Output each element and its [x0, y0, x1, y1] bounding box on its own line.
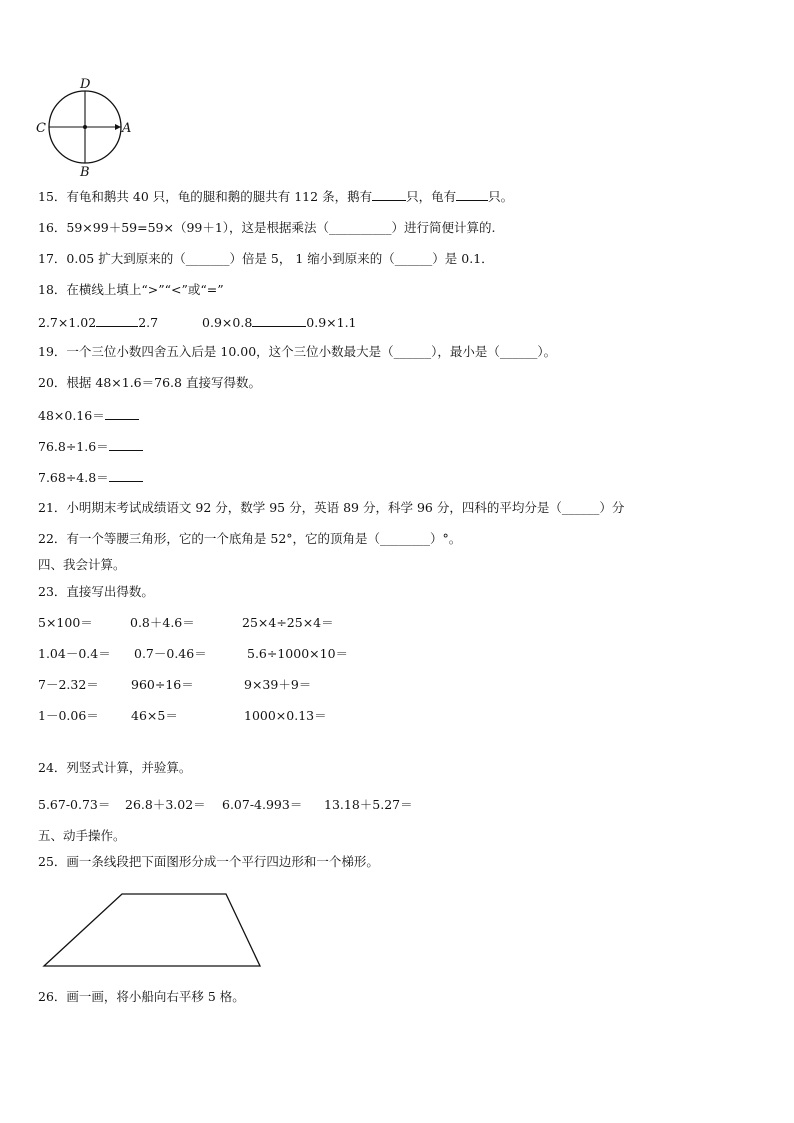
label-c: C [36, 121, 46, 136]
q23-r2-c3: 5.6÷1000×10＝ [247, 646, 349, 661]
q15-text-3: 只。 [488, 189, 514, 204]
q24-item-3: 6.07-4.993＝ [222, 797, 303, 812]
trapezoid-figure [40, 890, 266, 970]
q18-comparisons [38, 314, 357, 331]
q20-item-3 [38, 469, 143, 486]
question-23: 23．直接写出得数。 [38, 584, 154, 599]
question-17: 17．0.05 扩大到原来的（_______）倍是 5， 1 缩小到原来的（______）是 0.1． [38, 251, 494, 266]
q20-item-2-text: 76.8÷1.6＝ [38, 439, 109, 454]
q20-item-3-blank[interactable] [109, 469, 143, 482]
question-20: 20．根据 48×1.6＝76.8 直接写得数。 [38, 375, 261, 390]
question-24: 24．列竖式计算，并验算。 [38, 760, 192, 775]
q23-r3-c2: 960÷16＝ [131, 677, 194, 692]
q20-item-1 [38, 407, 139, 424]
q23-r1-c2: 0.8＋4.6＝ [130, 615, 195, 630]
question-16: 16．59×99＋59=59×（99＋1），这是根据乘法（__________）进行简便计算的. [38, 220, 496, 235]
q18-a-blank[interactable] [96, 314, 138, 327]
q15-text-1: 15．有龟和鹅共 40 只，龟的腿和鹅的腿共有 112 条，鹅有 [38, 189, 373, 204]
center-point [83, 125, 87, 129]
section-4-title: 四、我会计算。 [38, 557, 126, 572]
q24-item-2: 26.8＋3.02＝ [125, 797, 206, 812]
q18-b-blank[interactable] [252, 314, 306, 327]
q24-item-1: 5.67-0.73＝ [38, 797, 111, 812]
q24-item-4: 13.18＋5.27＝ [324, 797, 413, 812]
q20-item-1-text: 48×0.16＝ [38, 408, 105, 423]
q20-item-1-blank[interactable] [105, 407, 139, 420]
q15-blank-geese[interactable] [372, 188, 406, 201]
question-21: 21．小明期末考试成绩语文 92 分，数学 95 分，英语 89 分，科学 96 分，四科的平均分是（______）分 [38, 500, 625, 515]
q18-b-left: 0.9×0.8 [202, 315, 253, 330]
q23-r4-c2: 46×5＝ [131, 708, 178, 723]
section-5-title: 五、动手操作。 [38, 828, 126, 843]
question-15 [38, 188, 513, 205]
label-b: B [80, 165, 90, 180]
q23-r3-c3: 9×39＋9＝ [244, 677, 312, 692]
question-26: 26．画一画，将小船向右平移 5 格。 [38, 989, 245, 1004]
q23-r3-c1: 7－2.32＝ [38, 677, 99, 692]
q20-item-3-text: 7.68÷4.8＝ [38, 470, 109, 485]
q23-r2-c1: 1.04－0.4＝ [38, 646, 111, 661]
q23-r2-c2: 0.7－0.46＝ [134, 646, 207, 661]
q15-blank-turtles[interactable] [456, 188, 488, 201]
arrow-head-icon [115, 124, 121, 130]
question-18: 18．在横线上填上“>”“<”或“=” [38, 282, 224, 297]
label-d: D [80, 77, 91, 92]
q23-r1-c1: 5×100＝ [38, 615, 93, 630]
q20-item-2-blank[interactable] [109, 438, 143, 451]
q18-a-right: 2.7 [138, 315, 159, 330]
q23-r1-c3: 25×4÷25×4＝ [242, 615, 334, 630]
q20-item-2 [38, 438, 143, 455]
circle-figure [30, 76, 140, 180]
q23-r4-c1: 1－0.06＝ [38, 708, 99, 723]
question-19: 19．一个三位小数四舍五入后是 10.00，这个三位小数最大是（______），最小是（______）。 [38, 344, 557, 359]
label-a: A [122, 121, 132, 136]
question-25: 25．画一条线段把下面图形分成一个平行四边形和一个梯形。 [38, 854, 379, 869]
q18-a-left: 2.7×1.02 [38, 315, 97, 330]
trapezoid-shape[interactable] [44, 894, 260, 966]
question-22: 22．有一个等腰三角形，它的一个底角是 52°，它的顶角是（________）°。 [38, 531, 462, 546]
q18-b-right: 0.9×1.1 [306, 315, 357, 330]
q15-text-2: 只，龟有 [406, 189, 457, 204]
q23-r4-c3: 1000×0.13＝ [244, 708, 327, 723]
